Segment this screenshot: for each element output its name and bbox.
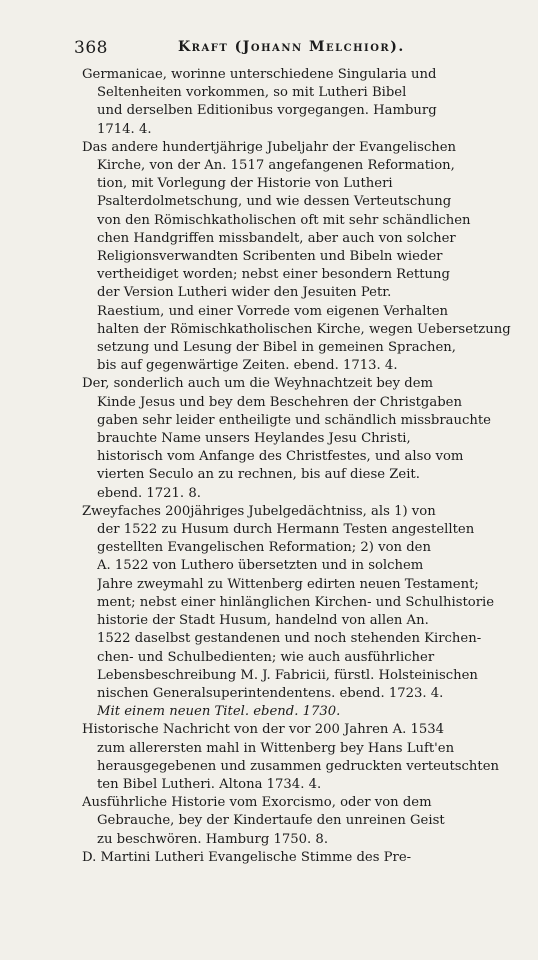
running-head: Kraft (Johann Melchior). bbox=[178, 39, 405, 55]
bibliography-entry bbox=[82, 503, 512, 721]
entry-line: und derselben Editionibus vorgegangen. Hamburg bbox=[97, 103, 437, 119]
entry-line: chen Handgriffen missbandelt, aber auch von solcher bbox=[97, 230, 456, 246]
entry-line: herausgegebenen und zusammen gedruckten verteutschten bbox=[97, 758, 499, 774]
entry-line: Historische Nachricht von der vor 200 Jahren A. 1534 bbox=[82, 722, 445, 738]
bibliography-entry bbox=[82, 66, 512, 139]
entry-line: vierten Seculo an zu rechnen, bis auf diese Zeit. bbox=[97, 467, 420, 483]
entry-line: 1522 daselbst gestandenen und noch stehenden Kirchen- bbox=[97, 631, 482, 647]
entry-line: Raestium, und einer Vorrede vom eigenen Verhalten bbox=[97, 303, 449, 319]
bibliography-entry bbox=[82, 794, 512, 849]
entry-line: der Version Lutheri wider den Jesuiten Petr. bbox=[97, 285, 392, 301]
bibliography-entry bbox=[82, 721, 512, 794]
entry-line: gaben sehr leider entheiligte und schändlich missbrauchte bbox=[97, 412, 491, 428]
entry-line: zu beschwören. Hamburg 1750. 8. bbox=[97, 831, 329, 847]
entry-line: Germanicae, worinne unterschiedene Singularia und bbox=[82, 67, 437, 82]
entry-line: gestellten Evangelischen Reformation; 2) von den bbox=[97, 540, 431, 556]
entry-line: brauchte Name unsers Heylandes Jesu Christi, bbox=[97, 431, 411, 447]
entry-line: ment; nebst einer hinlänglichen Kirchen- und Schulhistorie bbox=[97, 594, 495, 610]
bibliography-entry bbox=[82, 139, 512, 376]
entry-line: D. Martini Lutheri Evangelische Stimme des Pre- bbox=[82, 849, 412, 865]
bibliography-entry bbox=[82, 375, 512, 502]
entry-line: nischen Generalsuperintendentens. ebend. 1723. 4. bbox=[97, 685, 444, 701]
entry-line: vertheidiget worden; nebst einer besondern Rettung bbox=[97, 267, 450, 283]
page-number: 368 bbox=[74, 38, 108, 58]
entry-line: Lebensbeschreibung M. J. Fabricii, fürstl. Holsteinischen bbox=[97, 667, 478, 683]
entry-line: historisch vom Anfange des Christfestes, und also vom bbox=[97, 449, 464, 465]
entry-line: chen- und Schulbedienten; wie auch ausführlicher bbox=[97, 649, 435, 665]
entry-line: von den Römischkatholischen oft mit sehr schändlichen bbox=[97, 212, 471, 228]
entry-line: Der, sonderlich auch um die Weyhnachtzeit bey dem bbox=[82, 376, 434, 392]
entry-line: ten Bibel Lutheri. Altona 1734. 4. bbox=[97, 776, 322, 792]
entry-line: halten der Römischkatholischen Kirche, wegen Uebersetzung bbox=[97, 321, 511, 337]
entry-line: der 1522 zu Husum durch Hermann Testen angestellten bbox=[97, 522, 475, 538]
entry-line: Zweyfaches 200jähriges Jubelgedächtniss, als 1) von bbox=[82, 503, 436, 519]
entry-line: Mit einem neuen Titel. ebend. 1730. bbox=[97, 704, 341, 720]
entry-line: Gebrauche, bey der Kindertaufe den unreinen Geist bbox=[97, 813, 445, 829]
page-header bbox=[74, 38, 514, 62]
bibliography-entry bbox=[82, 849, 512, 867]
entry-line: ebend. 1721. 8. bbox=[97, 485, 201, 501]
entry-line: historie der Stadt Husum, handelnd von allen An. bbox=[97, 613, 429, 629]
bibliography-list bbox=[82, 66, 512, 867]
entry-line: Jahre zweymahl zu Wittenberg edirten neuen Testament; bbox=[97, 576, 479, 592]
entry-line: Religionsverwandten Scribenten und Bibeln wieder bbox=[97, 249, 443, 265]
entry-line: Seltenheiten vorkommen, so mit Lutheri Bibel bbox=[97, 85, 407, 101]
entry-line: A. 1522 von Luthero übersetzten und in solchem bbox=[97, 558, 424, 574]
entry-line: zum allerersten mahl in Wittenberg bey Hans Luft'en bbox=[97, 740, 455, 756]
entry-line: Kinde Jesus und bey dem Beschehren der Christgaben bbox=[97, 394, 462, 410]
entry-line: Ausführliche Historie vom Exorcismo, oder von dem bbox=[82, 795, 432, 811]
entry-line: tion, mit Vorlegung der Historie von Lutheri bbox=[97, 176, 393, 192]
entry-line: Kirche, von der An. 1517 angefangenen Reformation, bbox=[97, 158, 455, 174]
entry-line: bis auf gegenwärtige Zeiten. ebend. 1713. 4. bbox=[97, 358, 398, 374]
entry-line: 1714. 4. bbox=[97, 121, 152, 137]
entry-line: Das andere hundertjährige Jubeljahr der Evangelischen bbox=[82, 139, 457, 155]
entry-line: Psalterdolmetschung, und wie dessen Verteutschung bbox=[97, 194, 452, 210]
entry-line: setzung und Lesung der Bibel in gemeinen Sprachen, bbox=[97, 340, 456, 356]
